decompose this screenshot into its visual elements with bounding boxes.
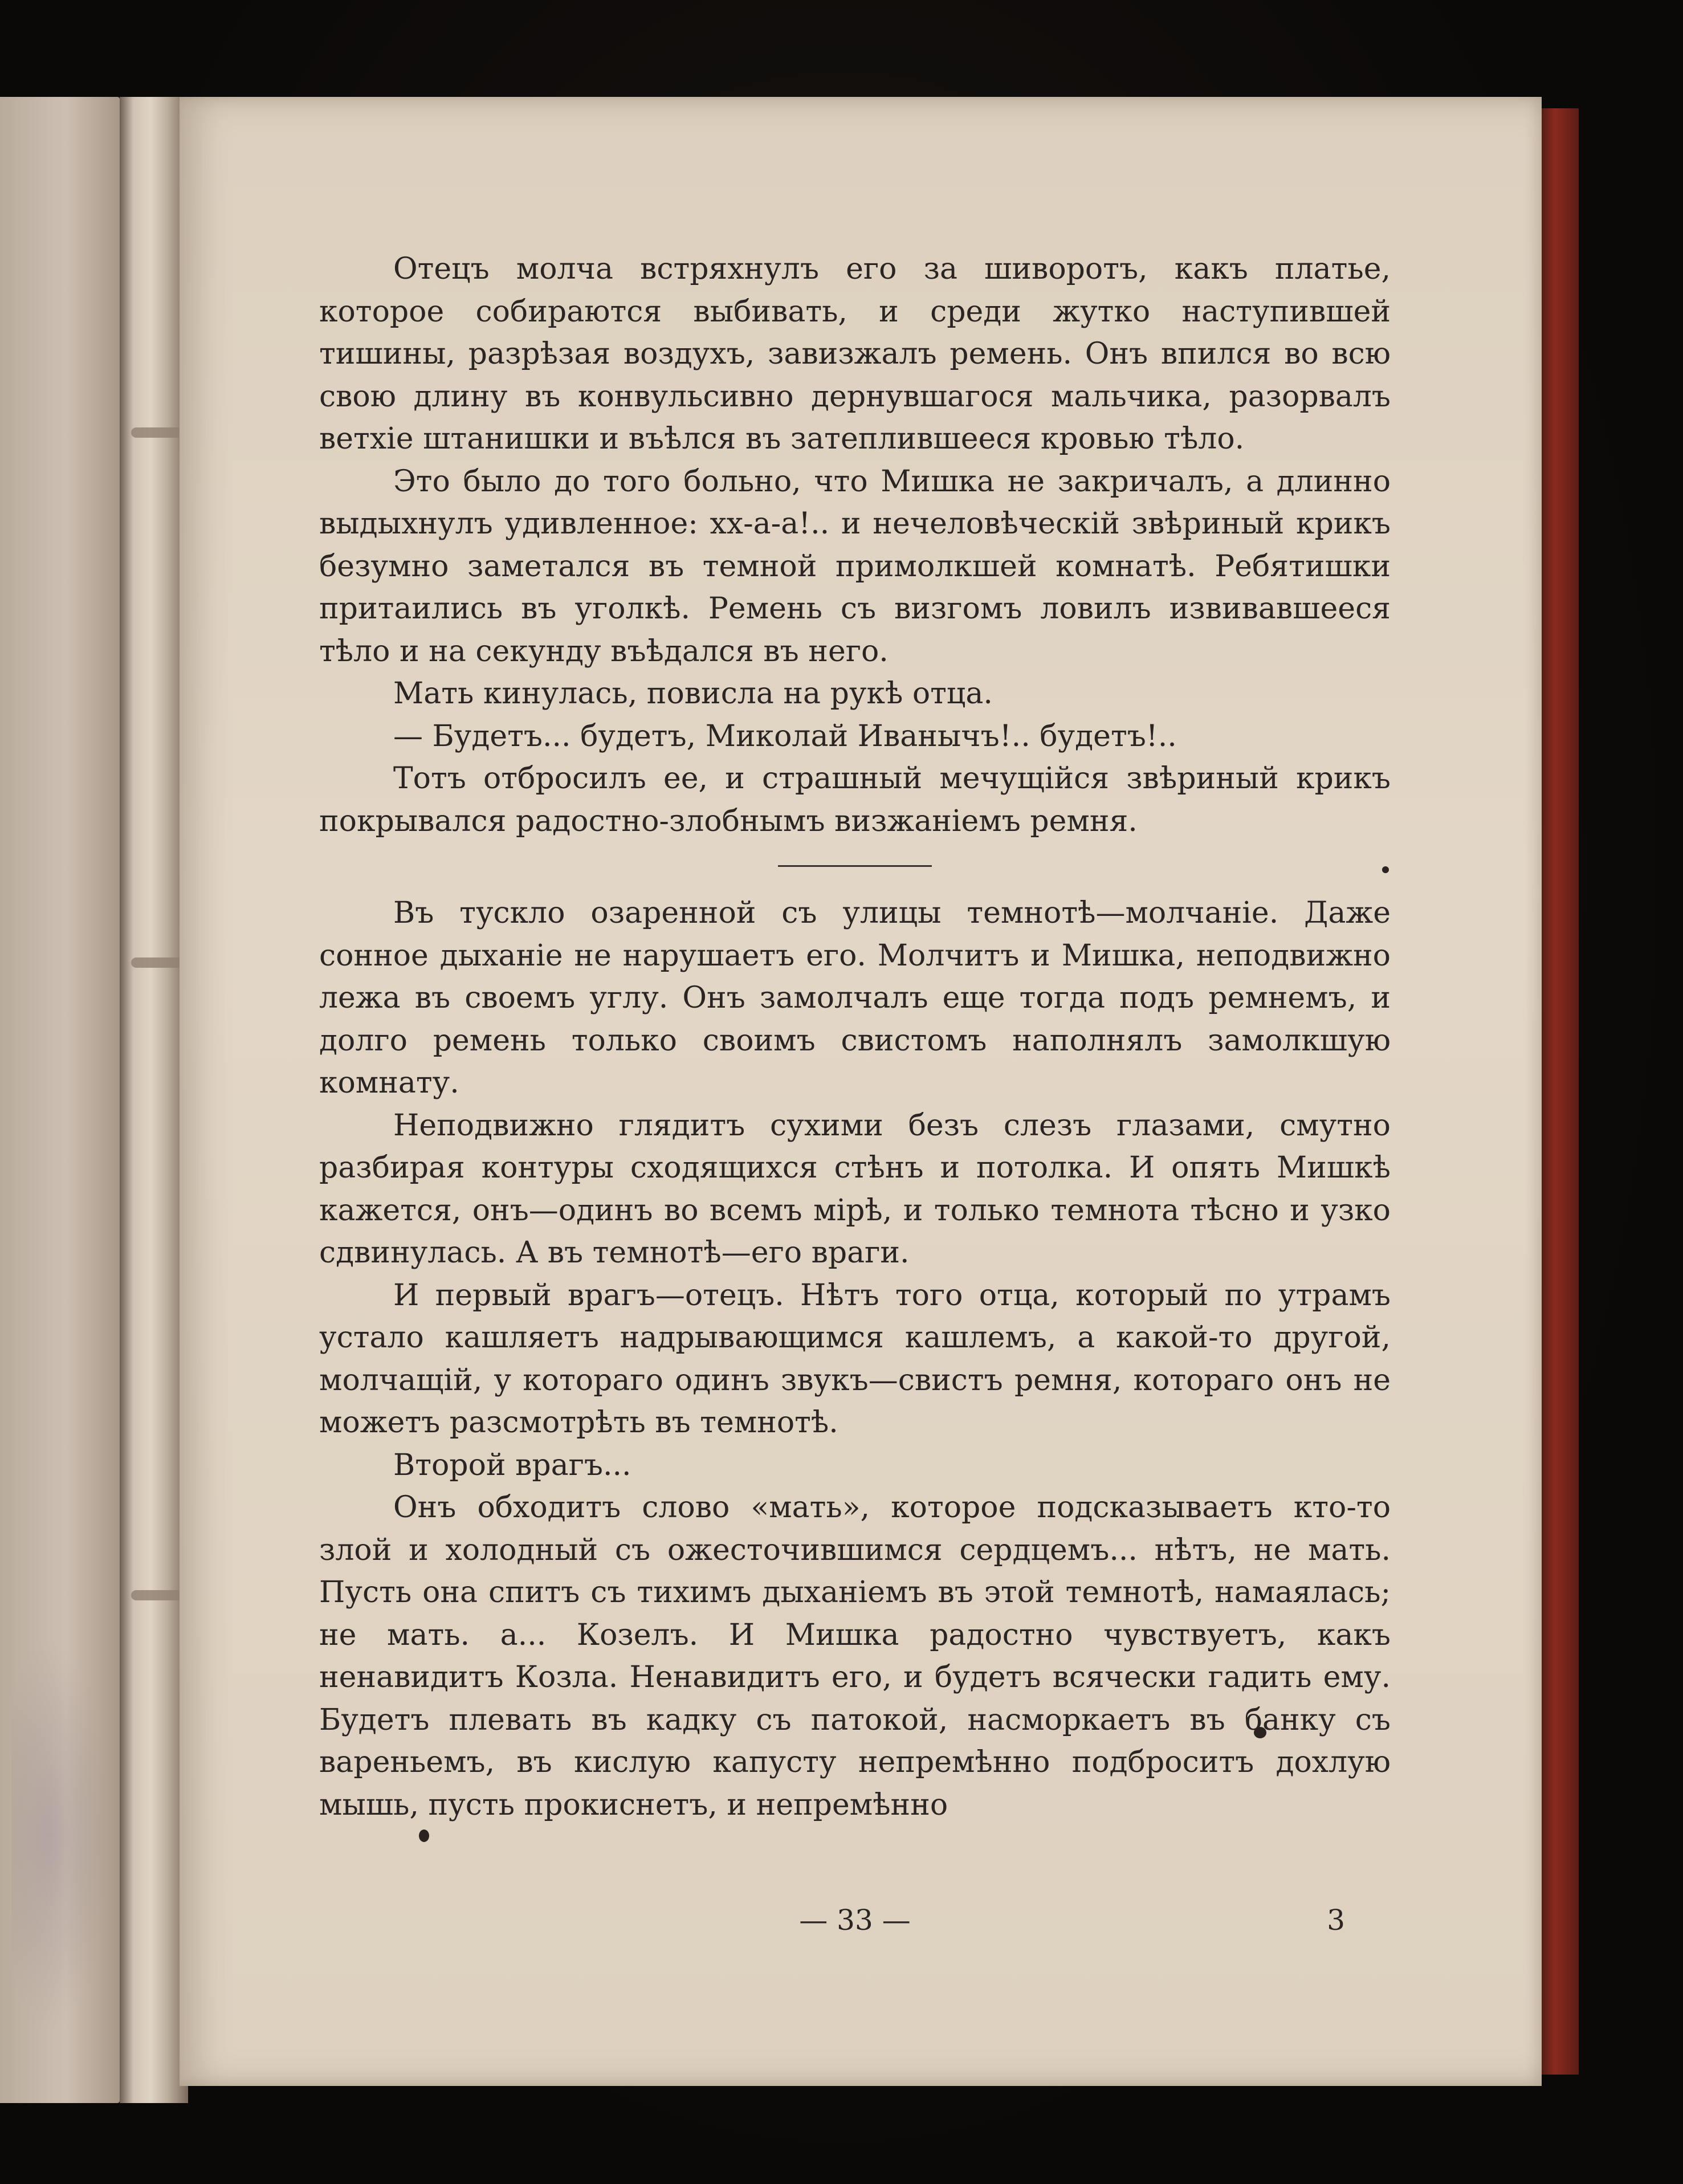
paragraph: Неподвижно глядитъ сухими безъ слезъ глазами, смутно разбирая контуры сходящихся стѣнъ и потолка. И опять Мишкѣ кажется, онъ—одинъ во всемъ мірѣ, и только темнота тѣсно и узко сдвинулась. А въ темнотѣ—его враги. — [319, 1108, 1391, 1270]
ink-spot — [419, 1829, 429, 1842]
spine-thread — [131, 427, 182, 438]
paragraph: Второй врагъ... — [393, 1448, 631, 1482]
left-page-stain — [11, 1636, 108, 2035]
page-number: — 33 — — [799, 1904, 911, 1937]
paragraph: Въ тускло озаренной съ улицы темнотѣ—молчаніе. Даже сонное дыханіе не нарушаетъ его. Молчитъ и Мишка, неподвижно лежа въ своемъ углу. Онъ замолчалъ еще тогда подъ ремнемъ, и долго ремень только своимъ свистомъ наполнялъ замолкшую комнату. — [319, 896, 1391, 1100]
signature-mark: 3 — [1327, 1904, 1345, 1937]
paragraph: Это было до того больно, что Мишка не закричалъ, а длинно выдыхнулъ удивленное: хх-а-а!.. и нечеловѣческій звѣриный крикъ безумно заметался въ темной примолкшей комнатѣ. Ребятишки притаились въ уголкѣ. Ремень съ визгомъ ловилъ извивавшееся тѣло и на секунду въѣдался въ него. — [319, 464, 1391, 669]
spine-thread — [131, 1590, 182, 1600]
paragraph: Тотъ отбросилъ ее, и страшный мечущійся звѣриный крикъ покрывался радостно-злобнымъ визжаніемъ ремня. — [319, 761, 1391, 838]
paragraph: И первый врагъ—отецъ. Нѣтъ того отца, который по утрамъ устало кашляетъ надрывающимся кашлемъ, а какой-то другой, молчащій, у котораго одинъ звукъ—свистъ ремня, котораго онъ не можетъ разсмотрѣть въ темнотѣ. — [319, 1278, 1391, 1440]
page-body-text — [319, 248, 1391, 1826]
paragraph: Мать кинулась, повисла на рукѣ отца. — [393, 677, 993, 711]
book-spine — [120, 97, 188, 2103]
section-divider — [778, 865, 932, 867]
paragraph: Онъ обходитъ слово «мать», которое подсказываетъ кто-то злой и холодный съ ожесточившимся сердцемъ... нѣтъ, не мать. Пусть она спитъ съ тихимъ дыханіемъ въ этой темнотѣ, намаялась; не мать. а... Козелъ. И Мишка радостно чувствуетъ, какъ ненавидитъ Козла. Ненавидитъ его, и будетъ всячески гадить ему. Будетъ плевать въ кадку съ патокой, насморкаетъ въ банку съ вареньемъ, въ кислую капусту непремѣнно подброситъ дохлую мышь, пусть прокиснетъ, и непремѣнно — [319, 1490, 1391, 1822]
cover-edge — [1539, 108, 1579, 2075]
spine-thread — [131, 957, 182, 968]
paragraph: — Будетъ... будетъ, Миколай Иванычъ!.. будетъ!.. — [393, 719, 1177, 753]
paragraph: Отецъ молча встряхнулъ его за шиворотъ, какъ платье, которое собираются выбивать, и среди жутко наступившей тишины, разрѣзая воздухъ, завизжалъ ремень. Онъ впился во всю свою длину въ конвульсивно дернувшагося мальчика, разорвалъ ветхіе штанишки и въѣлся въ затеплившееся кровью тѣло. — [319, 252, 1391, 456]
left-page-edge — [0, 97, 120, 2103]
